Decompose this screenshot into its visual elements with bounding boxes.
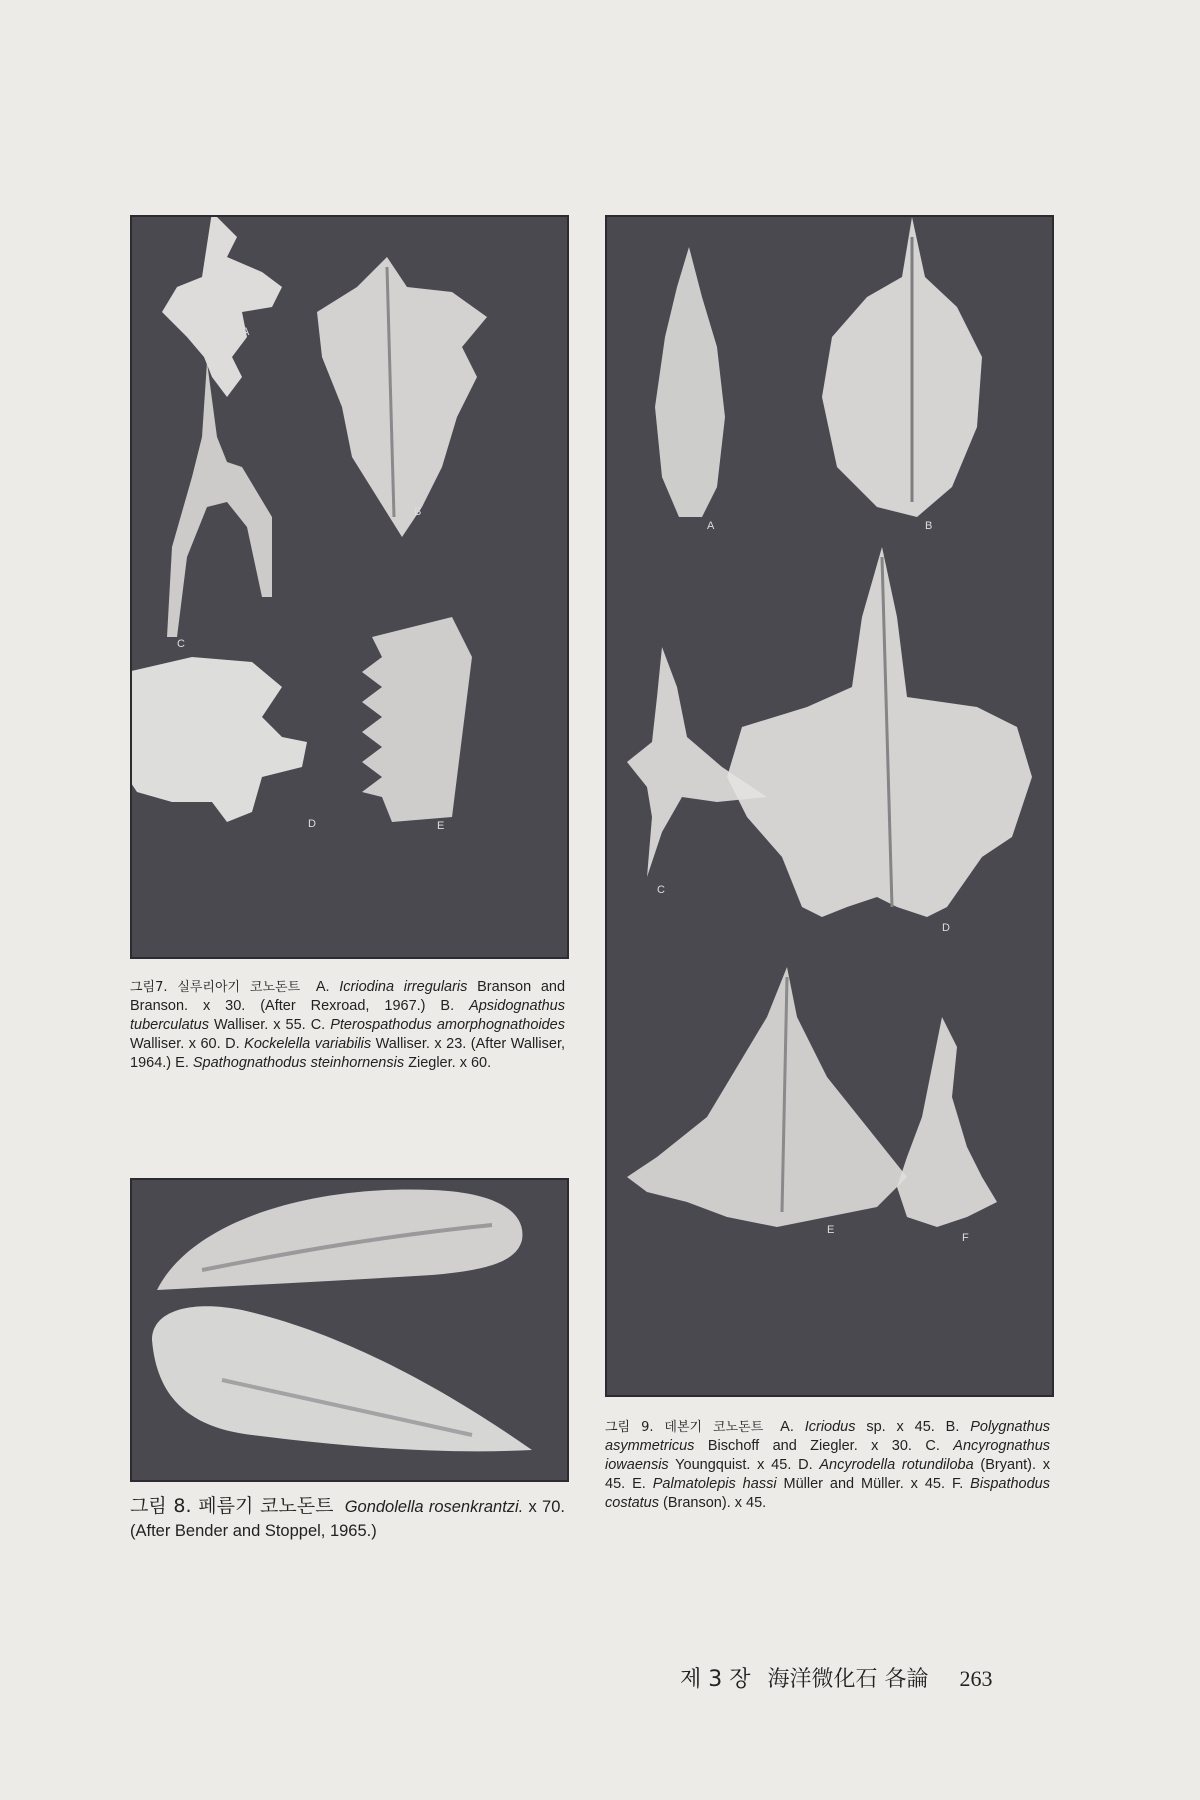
caption-text: Ziegler. x 60. (408, 1055, 492, 1071)
fossil-7e (362, 617, 472, 822)
caption-text: Walliser. x 23. (After Walliser, 1964.) E. (130, 1036, 565, 1071)
caption-text: Branson and Branson. x 30. (After Rexroad, 1967.) B. (130, 979, 566, 1014)
fossil-8-lower (152, 1306, 532, 1451)
fossil-9b (822, 217, 982, 517)
panel-label-7a: A (242, 326, 250, 338)
caption-text: Youngquist. x 45. D. (675, 1457, 813, 1473)
caption-text: A. (315, 979, 330, 995)
fossil-7a (162, 217, 282, 397)
figure-8-fossils (132, 1180, 567, 1480)
fossil-7b (317, 257, 487, 537)
caption-text: Bischoff and Ziegler. x 30. C. (707, 1438, 940, 1454)
species-name: Icriodina irregularis (339, 979, 468, 995)
panel-label-9e: E (827, 1224, 835, 1236)
figure-8-caption-prefix: 그림 8. 페름기 코노돈트 (130, 1495, 334, 1517)
figure-9-fossils (607, 217, 1052, 1395)
caption-text: A. (780, 1419, 794, 1435)
figure-7-plate (130, 215, 569, 959)
panel-label-7d: D (308, 818, 316, 830)
chapter-title: 海洋微化石 各論 (767, 1667, 929, 1692)
species-name: Polygnathus asymmetricus (605, 1419, 1051, 1454)
species-name: Icriodus (804, 1419, 856, 1435)
caption-text: Müller and Müller. x 45. F. (783, 1476, 964, 1492)
fossil-9e (627, 967, 907, 1227)
figure-9-plate (605, 215, 1054, 1397)
panel-label-7c: C (177, 638, 185, 650)
species-name: Pterospathodus amorphognathoides (330, 1017, 565, 1033)
species-name: Gondolella rosenkrantzi. (344, 1498, 524, 1516)
caption-text: Walliser. x 60. D. (130, 1036, 240, 1052)
caption-text: x 70. (After Bender and Stoppel, 1965.) (130, 1498, 565, 1540)
fossil-7c (167, 362, 272, 637)
panel-label-9c: C (657, 884, 665, 896)
figure-8-plate (130, 1178, 569, 1482)
species-name: Spathognathodus steinhornensis (192, 1055, 405, 1071)
figure-9-caption-prefix: 그림 9. 데본기 코노돈트 (605, 1420, 764, 1435)
page-number: 263 (959, 1666, 993, 1691)
panel-label-7b: B (414, 506, 422, 518)
figure-9-caption (605, 1418, 1050, 1513)
fossil-7d (132, 657, 307, 822)
panel-label-7e: E (437, 820, 445, 832)
figure-7-caption-prefix: 그림7. 실루리아기 코노돈트 (130, 980, 301, 995)
figure-8-caption (130, 1494, 565, 1543)
caption-text: Walliser. x 55. C. (214, 1017, 326, 1033)
figure-7-fossils (132, 217, 567, 957)
panel-label-9d: D (942, 922, 950, 934)
species-name: Ancyrodella rotundiloba (819, 1457, 974, 1473)
panel-label-9f: F (962, 1232, 969, 1244)
chapter-label: 제 3 장 (680, 1667, 751, 1692)
figure-7-caption (130, 978, 565, 1073)
caption-text: (Branson). x 45. (663, 1495, 767, 1511)
species-name: Bispathodus costatus (605, 1476, 1050, 1511)
page-footer (680, 1662, 1070, 1693)
fossil-8-upper (157, 1190, 522, 1290)
species-name: Palmatolepis hassi (652, 1476, 777, 1492)
panel-label-9b: B (925, 520, 933, 532)
panel-label-9a: A (707, 520, 715, 532)
fossil-9a (655, 247, 725, 517)
fossil-9f (897, 1017, 997, 1227)
species-name: Ancyrognathus iowaensis (605, 1438, 1051, 1473)
caption-text: (Bryant). x 45. E. (605, 1457, 1051, 1492)
species-name: Apsidognathus tuberculatus (130, 998, 565, 1033)
caption-text: sp. x 45. B. (866, 1419, 960, 1435)
fossil-9d (727, 547, 1032, 917)
species-name: Kockelella variabilis (244, 1036, 372, 1052)
